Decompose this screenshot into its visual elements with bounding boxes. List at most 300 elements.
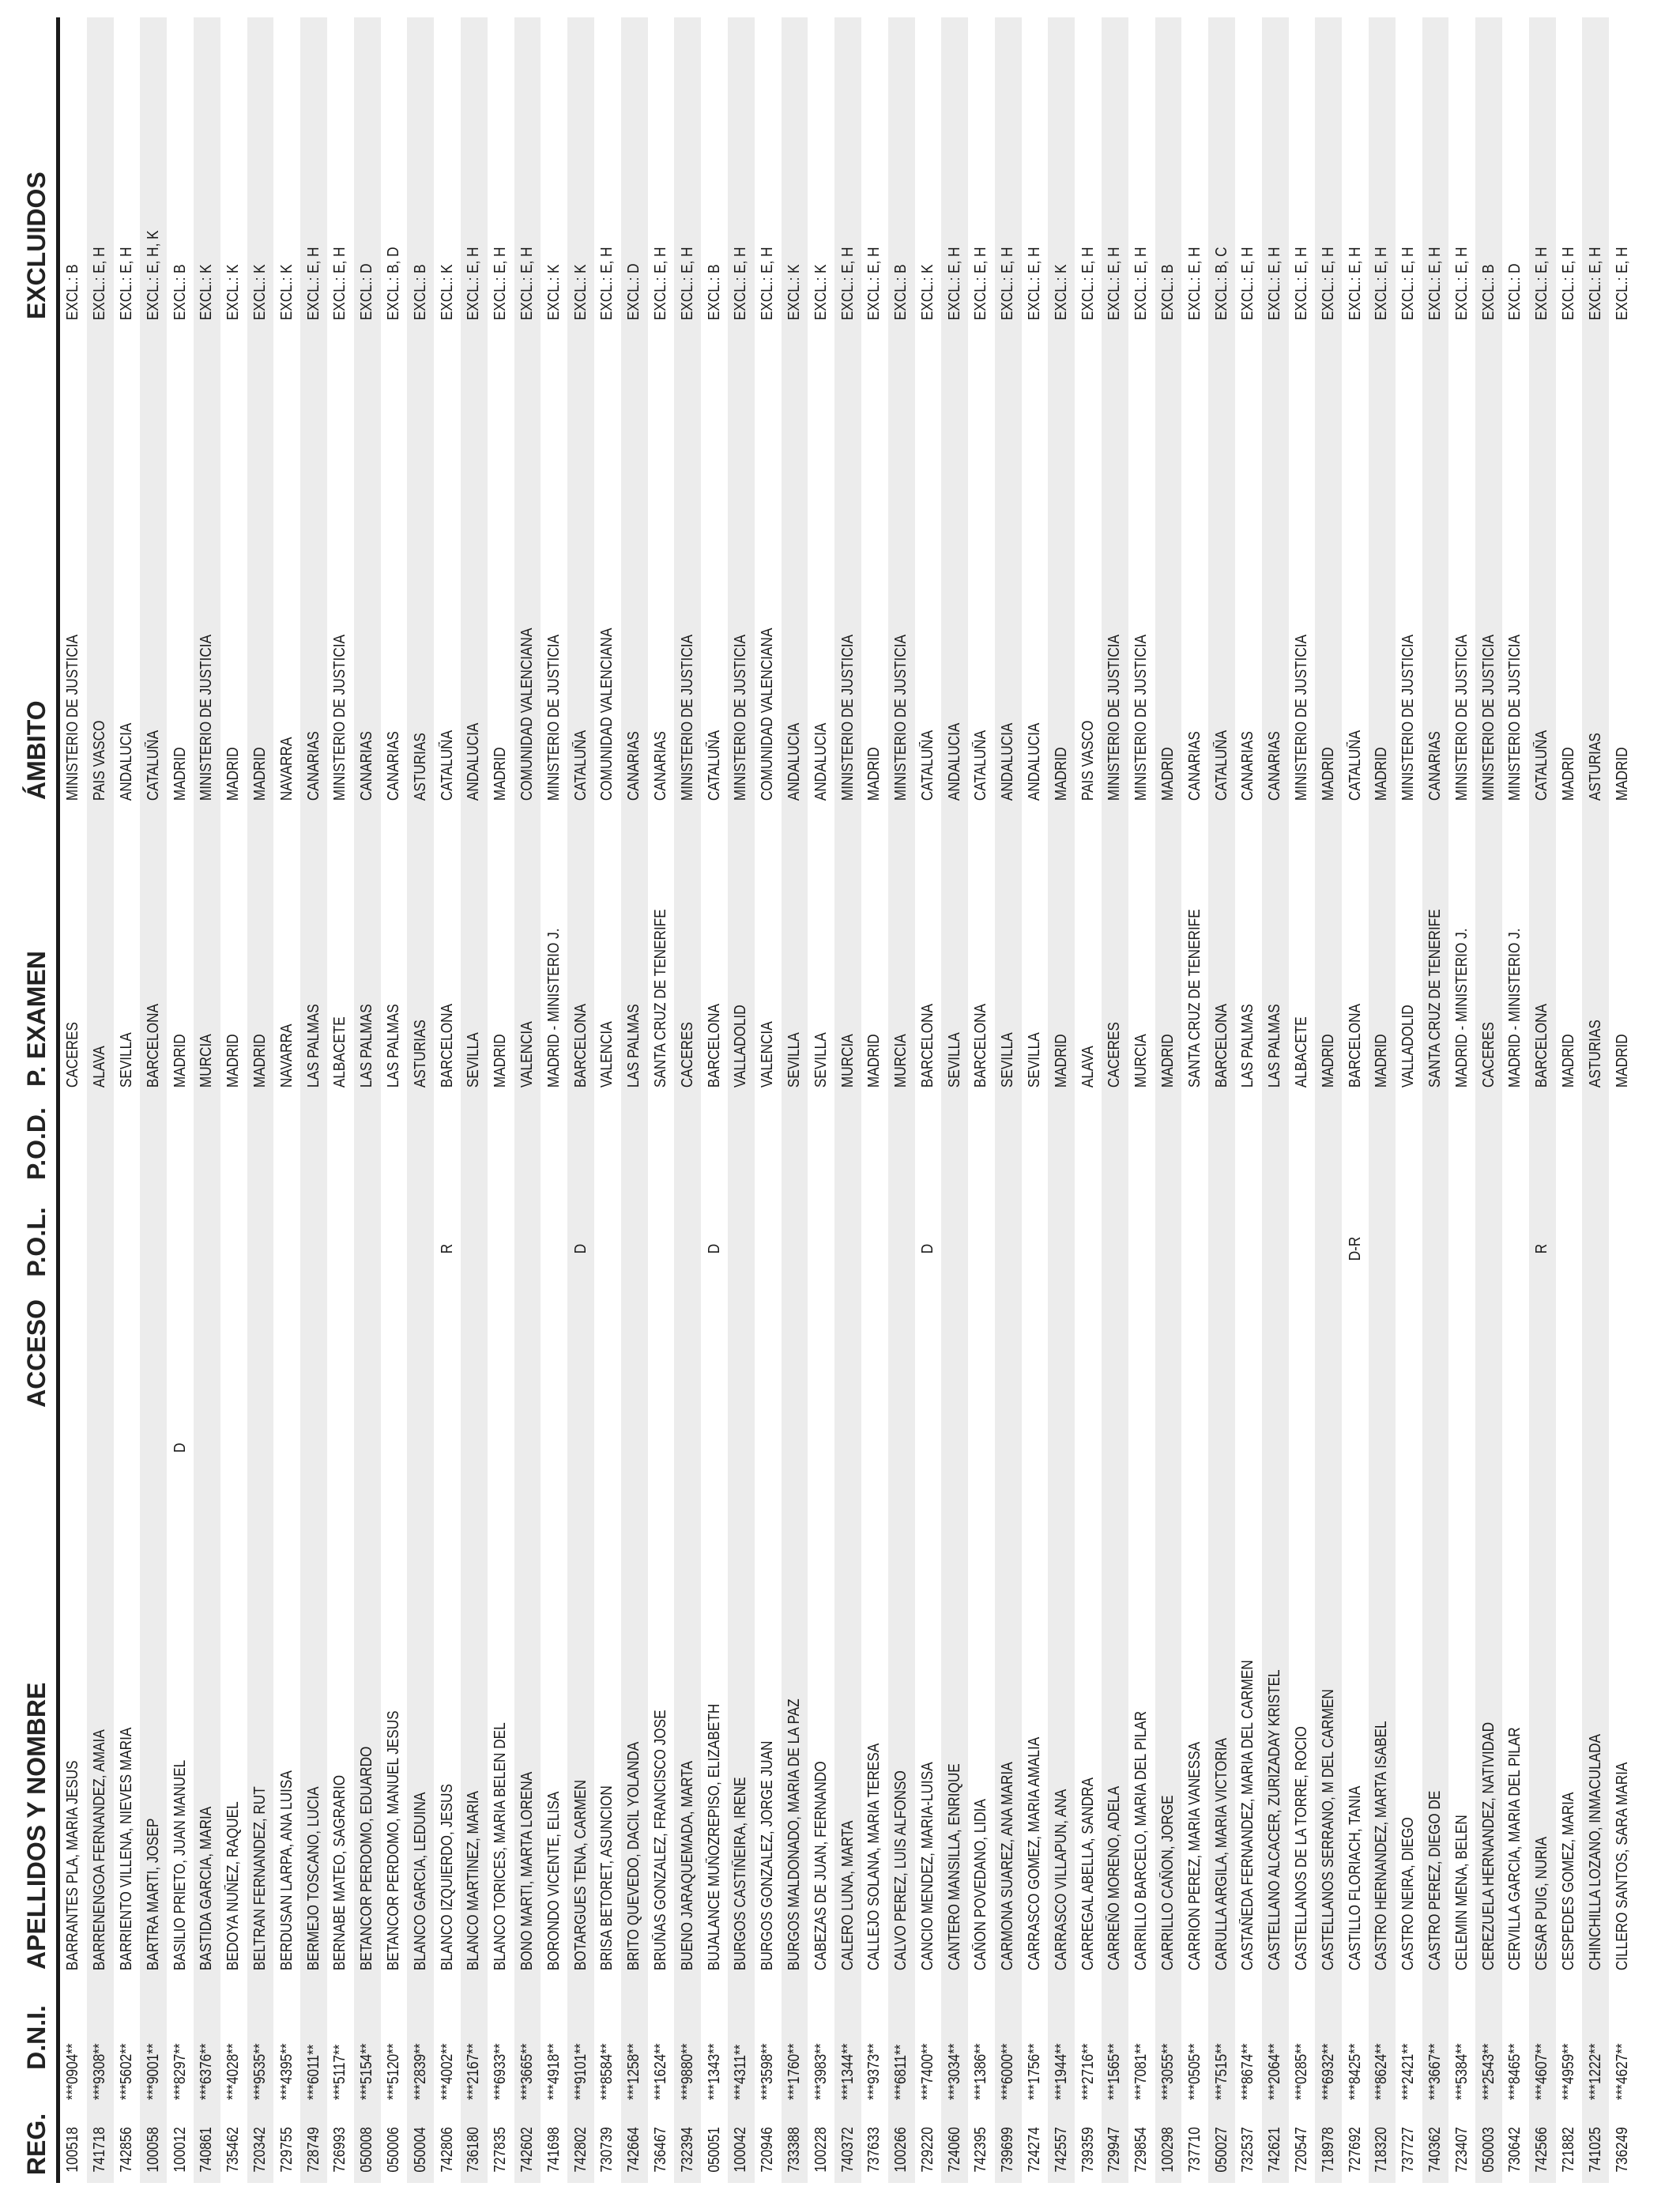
cell-apellidos-nombre: BARRIENTO VILLENA, NIEVES MARIA bbox=[117, 1727, 135, 1971]
cell-excluidos: EXCL.: E, H bbox=[1106, 247, 1124, 321]
cell-apellidos-nombre: BURGOS GONZALEZ, JORGE JUAN bbox=[759, 1740, 777, 1971]
cell-excluidos: EXCL.: E, H bbox=[945, 247, 963, 321]
cell-excluidos: EXCL.: E, H bbox=[838, 247, 857, 321]
excluded-candidates-table bbox=[13, 17, 1636, 2183]
cell-dni: ***4028** bbox=[224, 2043, 243, 2101]
cell-dni: ***2839** bbox=[411, 2043, 429, 2101]
cell-p-examen: LAS PALMAS bbox=[1266, 1004, 1284, 1088]
cell-excluidos: EXCL.: B bbox=[892, 264, 910, 321]
cell-reg: 729755 bbox=[277, 2127, 296, 2173]
cell-p-examen: SEVILLA bbox=[999, 1032, 1017, 1088]
table-row bbox=[434, 17, 461, 2183]
cell-apellidos-nombre: CALVO PEREZ, LUIS ALFONSO bbox=[892, 1770, 910, 1971]
cell-reg: 742395 bbox=[972, 2127, 990, 2173]
cell-reg: 735462 bbox=[224, 2127, 243, 2173]
cell-dni: ***3055** bbox=[1159, 2043, 1177, 2101]
cell-dni: ***0505** bbox=[1185, 2043, 1203, 2101]
cell-excluidos: EXCL.: K bbox=[438, 264, 456, 321]
cell-apellidos-nombre: CANTERO MANSILLA, ENRIQUE bbox=[945, 1763, 963, 1971]
cell-excluidos: EXCL.: B, D bbox=[384, 247, 402, 321]
cell-apellidos-nombre: CESPEDES GOMEZ, MARIA bbox=[1560, 1792, 1578, 1971]
table-row bbox=[194, 17, 220, 2183]
cell-dni: ***9535** bbox=[250, 2043, 269, 2101]
cell-excluidos: EXCL.: E, H bbox=[598, 247, 616, 321]
cell-apellidos-nombre: BASILIO PRIETO, JUAN MANUEL bbox=[171, 1759, 189, 1971]
cell-reg: 729947 bbox=[1106, 2127, 1124, 2173]
cell-p-examen: CACERES bbox=[678, 1021, 696, 1088]
cell-reg: 742621 bbox=[1266, 2127, 1284, 2173]
cell-excluidos: EXCL.: B bbox=[1479, 264, 1497, 321]
cell-dni: ***3598** bbox=[759, 2043, 777, 2101]
cell-ambito: CATALUÑA bbox=[1346, 729, 1364, 801]
cell-reg: 720946 bbox=[759, 2127, 777, 2173]
cell-dni: ***6376** bbox=[198, 2043, 216, 2101]
cell-excluidos: EXCL.: E, H bbox=[1399, 247, 1418, 321]
header-pod: P.O.D. bbox=[22, 1107, 51, 1180]
cell-p-examen: SANTA CRUZ DE TENERIFE bbox=[651, 909, 669, 1088]
cell-excluidos: EXCL.: E, H bbox=[1319, 247, 1337, 321]
cell-excluidos: EXCL.: E, H bbox=[117, 247, 135, 321]
cell-p-examen: BARCELONA bbox=[144, 1004, 162, 1088]
cell-p-examen: BARCELONA bbox=[1346, 1004, 1364, 1088]
cell-excluidos: EXCL.: E, H bbox=[1239, 247, 1257, 321]
cell-acceso: D bbox=[171, 1442, 189, 1453]
cell-dni: ***1343** bbox=[705, 2043, 723, 2101]
cell-p-examen: ASTURIAS bbox=[1586, 1020, 1604, 1088]
cell-dni: ***8584** bbox=[598, 2043, 616, 2101]
table-row bbox=[1048, 17, 1075, 2183]
cell-ambito: CANARIAS bbox=[651, 731, 669, 801]
cell-reg: 740372 bbox=[838, 2127, 857, 2173]
cell-p-examen: VALENCIA bbox=[598, 1021, 616, 1088]
table-row bbox=[915, 17, 942, 2183]
cell-reg: 742856 bbox=[117, 2127, 135, 2173]
table-row bbox=[1235, 17, 1262, 2183]
cell-apellidos-nombre: CASTAÑEDA FERNANDEZ, MARIA DEL CARMEN bbox=[1239, 1660, 1257, 1971]
cell-ambito: CATALUÑA bbox=[438, 729, 456, 801]
cell-excluidos: EXCL.: D bbox=[1506, 263, 1524, 321]
cell-p-examen: ALBACETE bbox=[1293, 1016, 1311, 1088]
cell-reg: 724060 bbox=[945, 2127, 963, 2173]
cell-reg: 740362 bbox=[1426, 2127, 1445, 2173]
cell-excluidos: EXCL.: E, H bbox=[492, 247, 510, 321]
cell-excluidos: EXCL.: E, H, K bbox=[144, 230, 162, 321]
cell-apellidos-nombre: BURGOS CASTIÑEIRA, IRENE bbox=[732, 1777, 750, 1971]
header-ambito: ÁMBITO bbox=[22, 700, 51, 800]
table-row bbox=[60, 17, 87, 2183]
cell-ambito: MINISTERIO DE JUSTICIA bbox=[1293, 634, 1311, 801]
cell-p-examen: CACERES bbox=[64, 1021, 82, 1088]
cell-excluidos: EXCL.: E, H bbox=[304, 247, 322, 321]
cell-apellidos-nombre: CASTELLANOS DE LA TORRE, ROCIO bbox=[1293, 1726, 1311, 1971]
cell-p-examen: MURCIA bbox=[892, 1034, 910, 1088]
cell-excluidos: EXCL.: B bbox=[1159, 264, 1177, 321]
table-row bbox=[1262, 17, 1289, 2183]
table-row bbox=[514, 17, 541, 2183]
cell-apellidos-nombre: CARRASCO VILLAPUN, ANA bbox=[1052, 1789, 1070, 1971]
cell-p-examen: CACERES bbox=[1106, 1021, 1124, 1088]
cell-excluidos: EXCL.: E, H bbox=[678, 247, 696, 321]
cell-excluidos: EXCL.: K bbox=[785, 264, 803, 321]
cell-reg: 727692 bbox=[1346, 2127, 1364, 2173]
cell-dni: ***4918** bbox=[544, 2043, 563, 2101]
cell-apellidos-nombre: CARREÑO MORENO, ADELA bbox=[1106, 1785, 1124, 1971]
cell-ambito: COMUNIDAD VALENCIANA bbox=[759, 628, 777, 801]
cell-apellidos-nombre: CASTILLO FLORIACH, TANIA bbox=[1346, 1785, 1364, 1971]
cell-p-examen: SEVILLA bbox=[465, 1032, 483, 1088]
cell-p-examen: MADRID bbox=[1159, 1034, 1177, 1088]
cell-reg: 100012 bbox=[171, 2127, 189, 2173]
cell-dni: ***5384** bbox=[1452, 2043, 1471, 2101]
cell-excluidos: EXCL.: E, H bbox=[1266, 247, 1284, 321]
cell-excluidos: EXCL.: D bbox=[358, 263, 376, 321]
cell-ambito: COMUNIDAD VALENCIANA bbox=[518, 628, 536, 801]
cell-excluidos: EXCL.: E, H bbox=[1613, 247, 1631, 321]
cell-apellidos-nombre: CARMONA SUAREZ, ANA MARIA bbox=[999, 1762, 1017, 1971]
table-row bbox=[541, 17, 567, 2183]
cell-reg: 100058 bbox=[144, 2127, 162, 2173]
cell-excluidos: EXCL.: E, H bbox=[999, 247, 1017, 321]
cell-ambito: MINISTERIO DE JUSTICIA bbox=[331, 634, 349, 801]
cell-p-examen: SANTA CRUZ DE TENERIFE bbox=[1426, 909, 1445, 1088]
cell-p-examen: BARCELONA bbox=[705, 1004, 723, 1088]
table-row bbox=[1396, 17, 1422, 2183]
cell-dni: ***3667** bbox=[1426, 2043, 1445, 2101]
cell-ambito: CANARIAS bbox=[1426, 731, 1445, 801]
cell-apellidos-nombre: CARRILLO BARCELO, MARIA DEL PILAR bbox=[1132, 1710, 1151, 1971]
cell-ambito: PAIS VASCO bbox=[1079, 720, 1097, 801]
cell-excluidos: EXCL.: E, H bbox=[331, 247, 349, 321]
cell-ambito: MADRID bbox=[250, 747, 269, 801]
table-row bbox=[247, 17, 274, 2183]
cell-reg: 742566 bbox=[1533, 2127, 1551, 2173]
cell-dni: ***1756** bbox=[1026, 2043, 1044, 2101]
cell-reg: 741025 bbox=[1586, 2127, 1604, 2173]
cell-apellidos-nombre: BETANCOR PERDOMO, EDUARDO bbox=[358, 1746, 376, 1971]
table-row bbox=[1475, 17, 1502, 2183]
cell-p-examen: LAS PALMAS bbox=[625, 1004, 643, 1088]
table-row bbox=[941, 17, 968, 2183]
cell-dni: ***1760** bbox=[785, 2043, 803, 2101]
cell-ambito: ASTURIAS bbox=[411, 733, 429, 801]
table-row bbox=[1102, 17, 1128, 2183]
cell-dni: ***4959** bbox=[1560, 2043, 1578, 2101]
cell-apellidos-nombre: CARREGAL ABELLA, SANDRA bbox=[1079, 1777, 1097, 1971]
table-row bbox=[861, 17, 888, 2183]
cell-ambito: MADRID bbox=[1319, 747, 1337, 801]
cell-apellidos-nombre: BRUÑAS GONZALEZ, FRANCISCO JOSE bbox=[651, 1710, 669, 1971]
cell-excluidos: EXCL.: E, H bbox=[91, 247, 109, 321]
cell-apellidos-nombre: CARULLA ARGILA, MARIA VICTORIA bbox=[1212, 1738, 1230, 1971]
cell-reg: 050051 bbox=[705, 2127, 723, 2173]
cell-reg: 737727 bbox=[1399, 2127, 1418, 2173]
cell-p-examen: BARCELONA bbox=[438, 1004, 456, 1088]
table-row bbox=[728, 17, 755, 2183]
cell-apellidos-nombre: BUJALANCE MUÑOZREPISO, ELIZABETH bbox=[705, 1703, 723, 1971]
cell-dni: ***5602** bbox=[117, 2043, 135, 2101]
table-row bbox=[1208, 17, 1235, 2183]
table-row bbox=[1075, 17, 1102, 2183]
cell-excluidos: EXCL.: E, H bbox=[1533, 247, 1551, 321]
cell-apellidos-nombre: BOTARGUES TENA, CARMEN bbox=[571, 1779, 590, 1971]
cell-p-examen: CACERES bbox=[1479, 1021, 1497, 1088]
cell-ambito: CANARIAS bbox=[384, 731, 402, 801]
cell-dni: ***1258** bbox=[625, 2043, 643, 2101]
cell-reg: 050008 bbox=[358, 2127, 376, 2173]
cell-dni: ***3983** bbox=[812, 2043, 830, 2101]
cell-dni: ***2716** bbox=[1079, 2043, 1097, 2101]
cell-ambito: CATALUÑA bbox=[705, 729, 723, 801]
cell-apellidos-nombre: BERNABE MATEO, SAGRARIO bbox=[331, 1774, 349, 1971]
cell-excluidos: EXCL.: E, H bbox=[1452, 247, 1471, 321]
cell-reg: 718978 bbox=[1319, 2127, 1337, 2173]
cell-apellidos-nombre: BARRANTES PLA, MARIA JESUS bbox=[64, 1760, 82, 1971]
cell-reg: 732537 bbox=[1239, 2127, 1257, 2173]
cell-reg: 720547 bbox=[1293, 2127, 1311, 2173]
cell-reg: 736249 bbox=[1613, 2127, 1631, 2173]
cell-excluidos: EXCL.: B bbox=[64, 264, 82, 321]
cell-ambito: CATALUÑA bbox=[144, 729, 162, 801]
cell-ambito: COMUNIDAD VALENCIANA bbox=[598, 628, 616, 801]
cell-apellidos-nombre: CASTRO PEREZ, DIEGO DE bbox=[1426, 1790, 1445, 1971]
cell-p-examen: MADRID bbox=[865, 1034, 883, 1088]
table-row bbox=[594, 17, 621, 2183]
cell-dni: ***7081** bbox=[1132, 2043, 1151, 2101]
cell-p-examen: MADRID - MINISTERIO J. bbox=[1452, 928, 1471, 1088]
cell-pol: D bbox=[705, 1243, 723, 1254]
cell-reg: 726993 bbox=[331, 2127, 349, 2173]
table-row bbox=[1502, 17, 1529, 2183]
cell-dni: ***5117** bbox=[331, 2044, 349, 2101]
table-row bbox=[461, 17, 488, 2183]
cell-p-examen: NAVARRA bbox=[277, 1023, 296, 1088]
cell-reg: 730739 bbox=[598, 2127, 616, 2173]
cell-p-examen: VALENCIA bbox=[759, 1021, 777, 1088]
cell-reg: 732394 bbox=[678, 2127, 696, 2173]
cell-dni: ***8425** bbox=[1346, 2043, 1364, 2101]
cell-ambito: MADRID bbox=[865, 747, 883, 801]
cell-apellidos-nombre: CEREZUELA HERNANDEZ, NATIVIDAD bbox=[1479, 1722, 1497, 1971]
cell-apellidos-nombre: BLANCO TORICES, MARIA BELEN DEL bbox=[492, 1722, 510, 1971]
cell-ambito: CATALUÑA bbox=[571, 729, 590, 801]
cell-ambito: CANARIAS bbox=[1185, 731, 1203, 801]
cell-ambito: CANARIAS bbox=[358, 731, 376, 801]
cell-p-examen: ALAVA bbox=[1079, 1046, 1097, 1088]
cell-p-examen: MADRID - MINISTERIO J. bbox=[544, 928, 563, 1088]
cell-reg: 730642 bbox=[1506, 2127, 1524, 2173]
cell-apellidos-nombre: CERVILLA GARCIA, MARIA DEL PILAR bbox=[1506, 1727, 1524, 1971]
cell-ambito: MINISTERIO DE JUSTICIA bbox=[1106, 634, 1124, 801]
cell-ambito: ANDALUCIA bbox=[945, 722, 963, 801]
cell-ambito: CANARIAS bbox=[1239, 731, 1257, 801]
cell-reg: 050004 bbox=[411, 2127, 429, 2173]
cell-reg: 739699 bbox=[999, 2127, 1017, 2173]
cell-reg: 736180 bbox=[465, 2127, 483, 2173]
header-pol: P.O.L. bbox=[22, 1207, 51, 1277]
table-row bbox=[1529, 17, 1556, 2183]
cell-ambito: CATALUÑA bbox=[1533, 729, 1551, 801]
cell-dni: ***3034** bbox=[945, 2043, 963, 2101]
cell-reg: 727835 bbox=[492, 2127, 510, 2173]
cell-dni: ***7400** bbox=[918, 2043, 936, 2101]
table-row bbox=[220, 17, 247, 2183]
cell-reg: 100266 bbox=[892, 2127, 910, 2173]
cell-p-examen: MADRID bbox=[250, 1034, 269, 1088]
cell-ambito: MADRID bbox=[492, 747, 510, 801]
table-row bbox=[808, 17, 834, 2183]
cell-ambito: MINISTERIO DE JUSTICIA bbox=[544, 634, 563, 801]
header-excluidos: EXCLUIDOS bbox=[22, 172, 51, 319]
cell-p-examen: BARCELONA bbox=[1533, 1004, 1551, 1088]
cell-ambito: MINISTERIO DE JUSTICIA bbox=[892, 634, 910, 801]
cell-reg: 718320 bbox=[1373, 2127, 1391, 2173]
cell-dni: ***1222** bbox=[1586, 2043, 1604, 2101]
table-row bbox=[140, 17, 167, 2183]
table-row bbox=[1582, 17, 1609, 2183]
cell-p-examen: MURCIA bbox=[838, 1034, 857, 1088]
cell-apellidos-nombre: CELEMIN MENA, BELEN bbox=[1452, 1815, 1471, 1971]
cell-apellidos-nombre: CASTRO HERNANDEZ, MARTA ISABEL bbox=[1373, 1721, 1391, 1971]
cell-apellidos-nombre: CANCIO MENDEZ, MARIA-LUISA bbox=[918, 1762, 936, 1971]
cell-p-examen: MADRID bbox=[1373, 1034, 1391, 1088]
cell-apellidos-nombre: CARRASCO GOMEZ, MARIA AMALIA bbox=[1026, 1736, 1044, 1971]
cell-p-examen: VALLADOLID bbox=[732, 1005, 750, 1088]
cell-reg: 723407 bbox=[1452, 2127, 1471, 2173]
table-row bbox=[888, 17, 915, 2183]
cell-ambito: MINISTERIO DE JUSTICIA bbox=[732, 634, 750, 801]
cell-excluidos: EXCL.: E, H bbox=[1079, 247, 1097, 321]
cell-dni: ***1344** bbox=[838, 2043, 857, 2101]
table-row bbox=[1369, 17, 1396, 2183]
cell-reg: 742557 bbox=[1052, 2127, 1070, 2173]
cell-reg: 100518 bbox=[64, 2127, 82, 2173]
table-row bbox=[488, 17, 514, 2183]
cell-p-examen: VALENCIA bbox=[518, 1021, 536, 1088]
cell-ambito: MINISTERIO DE JUSTICIA bbox=[838, 634, 857, 801]
cell-reg: 728749 bbox=[304, 2127, 322, 2173]
cell-ambito: CANARIAS bbox=[625, 731, 643, 801]
table-row bbox=[1022, 17, 1049, 2183]
cell-excluidos: EXCL.: E, H bbox=[1373, 247, 1391, 321]
cell-reg: 050027 bbox=[1212, 2127, 1230, 2173]
cell-apellidos-nombre: CARRILLO CAÑON, JORGE bbox=[1159, 1795, 1177, 1971]
cell-excluidos: EXCL.: E, H bbox=[1586, 247, 1604, 321]
cell-dni: ***7515** bbox=[1212, 2043, 1230, 2101]
cell-excluidos: EXCL.: K bbox=[277, 264, 296, 321]
table-row bbox=[567, 17, 594, 2183]
cell-apellidos-nombre: BRISA BETORET, ASUNCION bbox=[598, 1785, 616, 1971]
cell-dni: ***4002** bbox=[438, 2043, 456, 2101]
cell-dni: ***6000** bbox=[999, 2043, 1017, 2101]
cell-ambito: CATALUÑA bbox=[972, 729, 990, 801]
table-header bbox=[13, 17, 60, 2183]
table-row bbox=[1448, 17, 1475, 2183]
cell-p-examen: SEVILLA bbox=[1026, 1032, 1044, 1088]
cell-reg: 741718 bbox=[91, 2127, 109, 2173]
cell-apellidos-nombre: BRITO QUEVEDO, DACIL YOLANDA bbox=[625, 1741, 643, 1971]
header-apellidos-nombre: APELLIDOS Y NOMBRE bbox=[22, 1682, 51, 1970]
cell-reg: 729220 bbox=[918, 2127, 936, 2173]
table-row bbox=[648, 17, 675, 2183]
table-row bbox=[1128, 17, 1155, 2183]
cell-ambito: MADRID bbox=[171, 747, 189, 801]
cell-p-examen: ALAVA bbox=[91, 1046, 109, 1088]
cell-ambito: CATALUÑA bbox=[918, 729, 936, 801]
cell-reg: 741698 bbox=[544, 2127, 563, 2173]
cell-apellidos-nombre: BERMEJO TOSCANO, LUCIA bbox=[304, 1786, 322, 1971]
cell-reg: 740861 bbox=[198, 2127, 216, 2173]
cell-dni: ***6933** bbox=[492, 2043, 510, 2101]
cell-ambito: ANDALUCIA bbox=[1026, 722, 1044, 801]
cell-reg: 050006 bbox=[384, 2127, 402, 2173]
cell-pol: D bbox=[918, 1243, 936, 1254]
cell-apellidos-nombre: BORONDO VICENTE, ELISA bbox=[544, 1791, 563, 1971]
cell-p-examen: SANTA CRUZ DE TENERIFE bbox=[1185, 909, 1203, 1088]
cell-apellidos-nombre: CABEZAS DE JUAN, FERNANDO bbox=[812, 1761, 830, 1971]
cell-pol: D bbox=[571, 1243, 590, 1254]
cell-ambito: ANDALUCIA bbox=[117, 722, 135, 801]
cell-reg: 737633 bbox=[865, 2127, 883, 2173]
cell-p-examen: LAS PALMAS bbox=[1239, 1004, 1257, 1088]
cell-p-examen: LAS PALMAS bbox=[384, 1004, 402, 1088]
cell-p-examen: BARCELONA bbox=[972, 1004, 990, 1088]
cell-p-examen: BARCELONA bbox=[918, 1004, 936, 1088]
cell-excluidos: EXCL.: K bbox=[571, 264, 590, 321]
cell-excluidos: EXCL.: B, C bbox=[1212, 247, 1230, 321]
cell-ambito: MINISTERIO DE JUSTICIA bbox=[198, 634, 216, 801]
cell-dni: ***2167** bbox=[465, 2043, 483, 2101]
cell-dni: ***2421** bbox=[1399, 2043, 1418, 2101]
table-row bbox=[782, 17, 808, 2183]
cell-ambito: MINISTERIO DE JUSTICIA bbox=[1399, 634, 1418, 801]
cell-ambito: ASTURIAS bbox=[1586, 733, 1604, 801]
cell-dni: ***5120** bbox=[384, 2043, 402, 2101]
cell-dni: ***5154** bbox=[358, 2043, 376, 2101]
cell-excluidos: EXCL.: K bbox=[918, 264, 936, 321]
table-row bbox=[1315, 17, 1342, 2183]
cell-excluidos: EXCL.: E, H bbox=[1185, 247, 1203, 321]
table-row bbox=[327, 17, 354, 2183]
table-row bbox=[273, 17, 300, 2183]
cell-dni: ***9101** bbox=[571, 2043, 590, 2101]
header-reg: REG. bbox=[22, 2113, 51, 2176]
cell-excluidos: EXCL.: K bbox=[224, 264, 243, 321]
cell-excluidos: EXCL.: K bbox=[1052, 264, 1070, 321]
cell-reg: 733388 bbox=[785, 2127, 803, 2173]
cell-reg: 736467 bbox=[651, 2127, 669, 2173]
table-row bbox=[1155, 17, 1182, 2183]
cell-p-examen: LAS PALMAS bbox=[304, 1004, 322, 1088]
table-row bbox=[621, 17, 648, 2183]
cell-excluidos: EXCL.: E, H bbox=[1560, 247, 1578, 321]
cell-apellidos-nombre: BUENO JARAQUEMADA, MARTA bbox=[678, 1761, 696, 1971]
cell-p-examen: BARCELONA bbox=[571, 1004, 590, 1088]
cell-ambito: MINISTERIO DE JUSTICIA bbox=[1506, 634, 1524, 801]
cell-excluidos: EXCL.: E, H bbox=[732, 247, 750, 321]
cell-dni: ***9001** bbox=[144, 2043, 162, 2101]
cell-dni: ***3665** bbox=[518, 2043, 536, 2101]
cell-dni: ***9880** bbox=[678, 2043, 696, 2101]
cell-reg: 100042 bbox=[732, 2127, 750, 2173]
cell-excluidos: EXCL.: B bbox=[171, 264, 189, 321]
cell-reg: 739359 bbox=[1079, 2127, 1097, 2173]
table-row bbox=[1556, 17, 1583, 2183]
cell-apellidos-nombre: BARTRA MARTI, JOSEP bbox=[144, 1818, 162, 1971]
cell-apellidos-nombre: CASTRO NEIRA, DIEGO bbox=[1399, 1817, 1418, 1971]
cell-dni: ***8297** bbox=[171, 2043, 189, 2101]
cell-reg: 737710 bbox=[1185, 2127, 1203, 2173]
table-row bbox=[1609, 17, 1636, 2183]
